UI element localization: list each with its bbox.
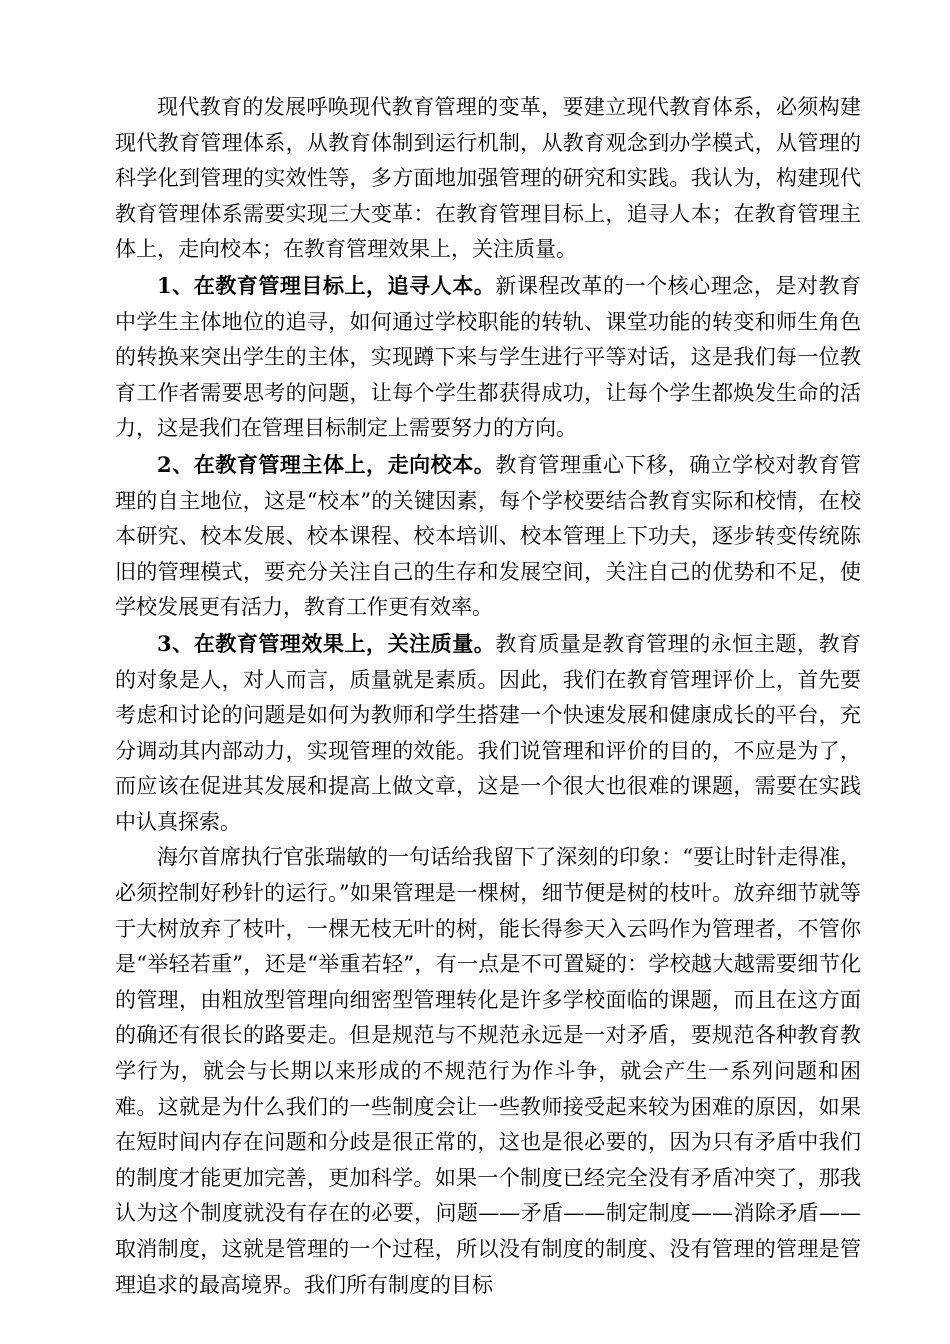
- section-2-body: 教育管理重心下移，确立学校对教育管理的自主地位，这是“校本”的关键因素，每个学校要结合教育实际和校情，在校本研究、校本发展、校本课程、校本培训、校本管理上下功夫，逐步转变传统陈旧的管理模式，要充分关注自己的生存和发展空间，关注自己的优势和不足，使学校发展更有活力，教育工作更有效率。: [115, 452, 861, 620]
- section-1-body: 新课程改革的一个核心理念，是对教育中学生主体地位的追寻，如何通过学校职能的转轨、课堂功能的转变和师生角色的转换来突出学生的主体，实现蹲下来与学生进行平等对话，这是我们每一位教育工作者需要思考的问题，让每个学生都获得成功，让每个学生都焕发生命的活力，这是我们在管理目标制定上需要努力的方向。: [115, 273, 861, 441]
- section-1-heading: 1、在教育管理目标上，追寻人本。: [157, 272, 496, 298]
- section-2-paragraph: [115, 447, 861, 626]
- document-page: [115, 90, 861, 1303]
- section-2-heading: 2、在教育管理主体上，走向校本。: [157, 451, 496, 477]
- section-3-body: 教育质量是教育管理的永恒主题，教育的对象是人，对人而言，质量就是素质。因此，我们在教育管理评价上，首先要考虑和讨论的问题是如何为教师和学生搭建一个快速发展和健康成长的平台，充分调动其内部动力，实现管理的效能。我们说管理和评价的目的，不应是为了，而应该在促进其发展和提高上做文章，这是一个很大也很难的课题，需要在实践中认真探索。: [115, 631, 861, 834]
- section-1-paragraph: [115, 268, 861, 447]
- closing-paragraph: 海尔首席执行官张瑞敏的一句话给我留下了深刻的印象：“要让时针走得准，必须控制好秒针的运行。”如果管理是一棵树，细节便是树的枝叶。放弃细节就等于大树放弃了枝叶，一棵无枝无叶的树，能长得参天入云吗作为管理者，不管你是“举轻若重”，还是“举重若轻”，有一点是不可置疑的：学校越大越需要细节化的管理，由粗放型管理向细密型管理转化是许多学校面临的课题，而且在这方面的确还有很长的路要走。但是规范与不规范永远是一对矛盾，要规范各种教育教学行为，就会与长期以来形成的不规范行为作斗争，就会产生一系列问题和困难。这就是为什么我们的一些制度会让一些教师接受起来较为困难的原因，如果在短时间内存在问题和分歧是很正常的，这也是很必要的，因为只有矛盾中我们的制度才能更加完善，更加科学。如果一个制度已经完全没有矛盾冲突了，那我认为这个制度就没有存在的必要，问题——矛盾——制定制度——消除矛盾——取消制度，这就是管理的一个过程，所以没有制度的制度、没有管理的管理是管理追求的最高境界。我们所有制度的目标: [115, 845, 861, 1297]
- section-3-heading: 3、在教育管理效果上，关注质量。: [157, 630, 496, 656]
- section-3-paragraph: [115, 626, 861, 841]
- intro-paragraph: 现代教育的发展呼唤现代教育管理的变革，要建立现代教育体系，必须构建现代教育管理体系，从教育体制到运行机制，从教育观念到办学模式，从管理的科学化到管理的实效性等，多方面地加强管理的研究和实践。我认为，构建现代教育管理体系需要实现三大变革：在教育管理目标上，追寻人本；在教育管理主体上，走向校本；在教育管理效果上，关注质量。: [115, 95, 861, 262]
